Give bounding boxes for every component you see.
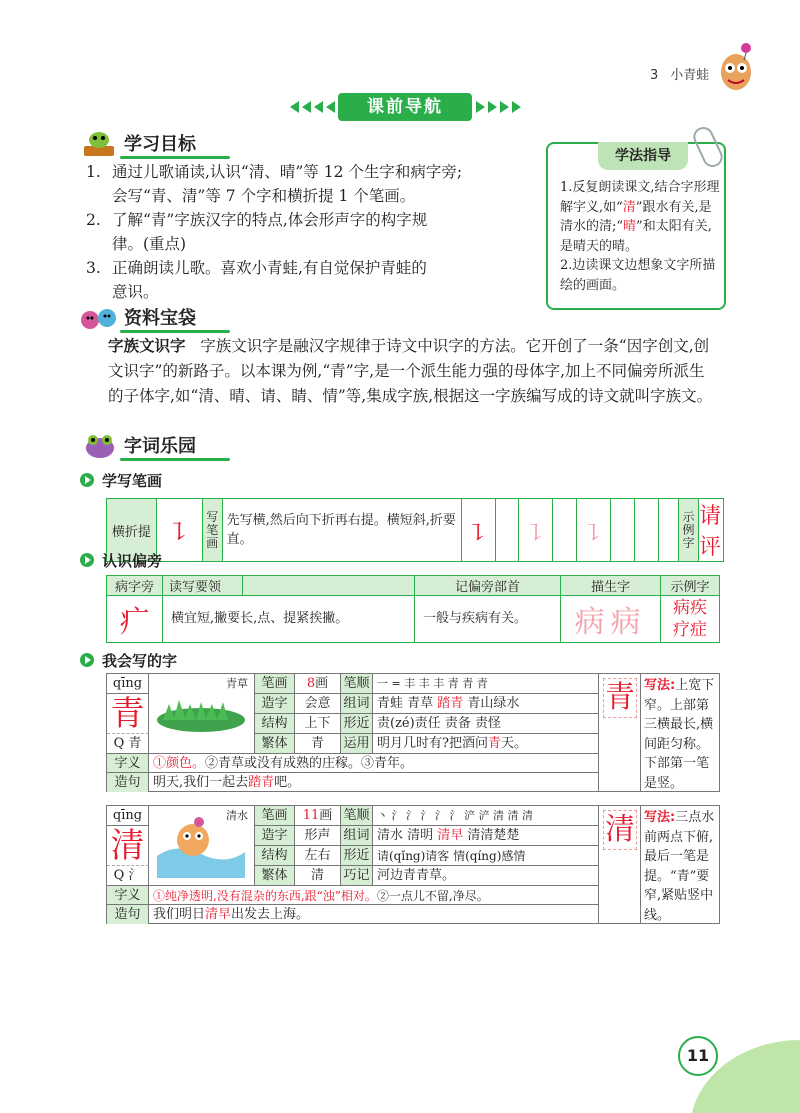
section-banner xyxy=(290,93,520,121)
stroke-glyph: ㇊ xyxy=(156,499,202,562)
char-card: qīng 清 Q 氵 清水 笔画 11画 笔顺 丶 氵 氵 氵 氵 氵 浐 浐 清 清 清 造字 形声 组词 清水 清明 清早 清清楚楚 结构 左右 形近 请(qǐng)请客 情(qíng)感情 繁体 清 巧记 河边青青草。 字义 ①纯净透明,没有混杂的东西,跟“浊”相对。②一点儿不留,净尽。 造句 我们明日清早出发去上海。 清 写法:三点水前两点下俯,最后一笔是提。“青”要窄,紧贴竖中线。 xyxy=(106,805,720,924)
big-char: 青 xyxy=(107,694,149,734)
play-icon xyxy=(80,653,94,667)
ziliao-heading: 资料宝袋 xyxy=(80,302,230,332)
play-icon xyxy=(80,553,94,567)
characters-icon xyxy=(80,302,118,332)
radical-examples: 病疾 疗症 xyxy=(661,596,720,643)
grass-illustration: 青草 xyxy=(149,674,255,754)
water-illustration: 清水 xyxy=(149,806,255,886)
ciyuan-heading: 字词乐园 xyxy=(80,430,230,460)
page-number: 11 xyxy=(678,1036,718,1076)
method-title: 学法指导 xyxy=(598,142,688,170)
plant-pot-icon xyxy=(80,128,118,158)
radical-glyph: 疒 xyxy=(107,596,163,643)
method-item: 2.边读课文边想象文字所描绘的画面。 xyxy=(560,258,716,293)
frog-icon xyxy=(80,430,118,460)
ziliao-text: 字族文识字 字族文识字是融汉字规律于诗文中识字的方法。它开创了一条“因字创文,创文识字”的新路子。以本课为例,“青”字,是一个派生能力强的母体字,加上不同偏旁所派生的子体字,如“清、晴、请、睛、情”等,集成字族,根据这一字族编写成的诗文就叫字族文。 xyxy=(108,337,713,405)
big-char: 清 xyxy=(107,826,149,866)
radical-memo: 一般与疾病有关。 xyxy=(415,596,561,643)
objective-item: 1. 通过儿歌诵读,认识“清、晴”等 12 个生字和病字旁; 会写“青、清”等 7 个字和横折提 1 个笔画。 xyxy=(86,163,463,205)
method-guide-box xyxy=(546,142,726,310)
paperclip-icon xyxy=(690,124,726,171)
stroke-table: 横折提 ㇊ 写笔画 先写横,然后向下折再右提。横短斜,折要直。 ㇊ ㇊ ㇊ 示例字 请评 xyxy=(106,498,724,562)
example-label: 示例字 xyxy=(678,499,698,562)
writing-tip: 写法:三点水前两点下俯,最后一笔是提。“青”要窄,紧贴竖中线。 xyxy=(644,810,715,923)
writing-tip: 写法:上宽下窄。上部第三横最长,横间距匀称。下部第一笔是竖。 xyxy=(644,678,715,791)
radical-table: 病字旁 读写要领 记偏旁部首 描生字 示例字 疒 横宜短,撇要长,点、提紧挨撇。 一般与疾病有关。 病病 病疾 疗症 xyxy=(106,575,720,643)
trace-char: 青 xyxy=(603,678,637,718)
play-icon xyxy=(80,473,94,487)
stroke-examples: 请评 xyxy=(698,499,723,562)
objective-item: 2. 了解“青”字族汉字的特点,体会形声字的构字规 律。(重点) xyxy=(86,211,428,253)
objectives-heading: 学习目标 xyxy=(80,128,230,158)
write-label: 写笔画 xyxy=(202,499,222,562)
stroke-name: 横折提 xyxy=(107,499,157,562)
radical-trace: 病病 xyxy=(561,596,661,643)
stroke-desc: 先写横,然后向下折再右提。横短斜,折要直。 xyxy=(222,499,461,562)
trace-char: 清 xyxy=(603,810,637,850)
char-card: qīng 青 Q 青 青草 笔画 8画 笔顺 一 = 丰 丰 丰 青 青 青 造字 会意 组词 青蛙 青草 踏青 青山绿水 结构 上下 形近 责(zé)责任 责备 责怪 繁体 青 运用 明月几时有?把酒问青天。 字义 ①颜色。②青草或没有成熟的庄稼。③青年。 造句 明天,我们一起去踏青吧。 青 写法:上宽下窄。上部第三横最长,横间距匀称。下部第一笔是竖。 xyxy=(106,673,720,792)
objective-item: 3. 正确朗读儿歌。喜欢小青蛙,有自觉保护青蛙的 意识。 xyxy=(86,259,427,301)
mascot-icon xyxy=(716,40,756,96)
method-item: 1.反复朗读课文,结合字形理解字义,如“清”跟水有关,是清水的清;“晴”和太阳有关,是晴天的晴。 xyxy=(560,180,720,254)
banner-title: 课前导航 xyxy=(338,93,472,121)
running-header: 3 小青蛙 xyxy=(650,68,710,83)
radical-tip: 横宜短,撇要长,点、提紧挨撇。 xyxy=(163,596,415,643)
